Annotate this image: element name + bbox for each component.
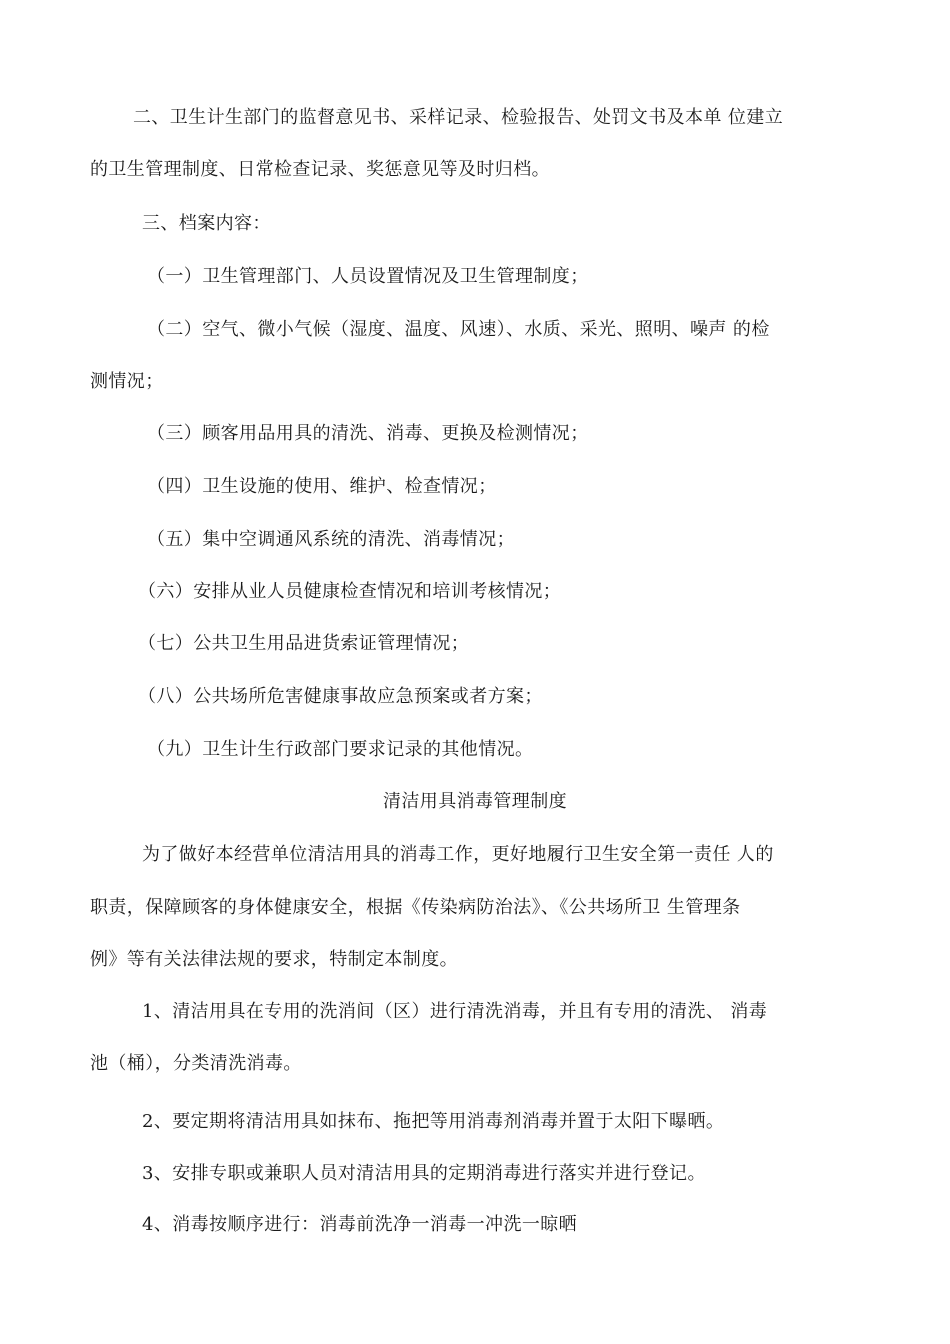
archive-item-9: （九）卫生计生行政部门要求记录的其他情况。 [147,739,534,760]
archive-item-6: （六）安排从业人员健康检查情况和培训考核情况； [138,581,562,602]
archive-item-7: （七）公共卫生用品进货索证管理情况； [138,633,470,654]
archive-item-5: （五）集中空调通风系统的清洗、消毒情况； [147,529,515,550]
cleaning-intro-line-1: 为了做好本经营单位清洁用具的消毒工作，更好地履行卫生安全第一责任 人的 [142,844,774,865]
cleaning-intro-line-3: 例》等有关法律法规的要求，特制定本制度。 [90,949,458,970]
section-3-heading: 三、档案内容： [142,213,271,234]
cleaning-rule-1-line-1: 1、清洁用具在专用的洗消间（区）进行清洗消毒，并且有专用的清洗、 消毒 [142,1001,768,1022]
cleaning-rule-3: 3、安排专职或兼职人员对清洁用具的定期消毒进行落实并进行登记。 [142,1163,706,1184]
archive-item-1: （一）卫生管理部门、人员设置情况及卫生管理制度； [147,266,589,287]
cleaning-policy-title: 清洁用具消毒管理制度 [383,791,567,812]
cleaning-intro-line-2: 职责，保障顾客的身体健康安全，根据《传染病防治法》、《公共场所卫 生管理条 [90,897,741,918]
section-2-line-1: 二、卫生计生部门的监督意见书、采样记录、检验报告、处罚文书及本单 位建立 [133,107,784,128]
archive-item-2-line-1: （二）空气、微小气候（湿度、温度、风速）、水质、采光、照明、噪声 的检 [147,319,770,340]
cleaning-rule-4: 4、消毒按顺序进行：消毒前洗净一消毒一冲洗一晾晒 [142,1214,578,1235]
section-2-line-2: 的卫生管理制度、日常检查记录、奖惩意见等及时归档。 [90,159,550,180]
archive-item-8: （八）公共场所危害健康事故应急预案或者方案； [138,686,543,707]
archive-item-2-line-2: 测情况； [90,371,164,392]
archive-item-4: （四）卫生设施的使用、维护、检查情况； [147,476,497,497]
cleaning-rule-1-line-2: 池（桶），分类清洗消毒。 [90,1053,302,1074]
archive-item-3: （三）顾客用品用具的清洗、消毒、更换及检测情况； [147,423,589,444]
cleaning-rule-2: 2、要定期将清洁用具如抹布、拖把等用消毒剂消毒并置于太阳下曝晒。 [142,1111,725,1132]
